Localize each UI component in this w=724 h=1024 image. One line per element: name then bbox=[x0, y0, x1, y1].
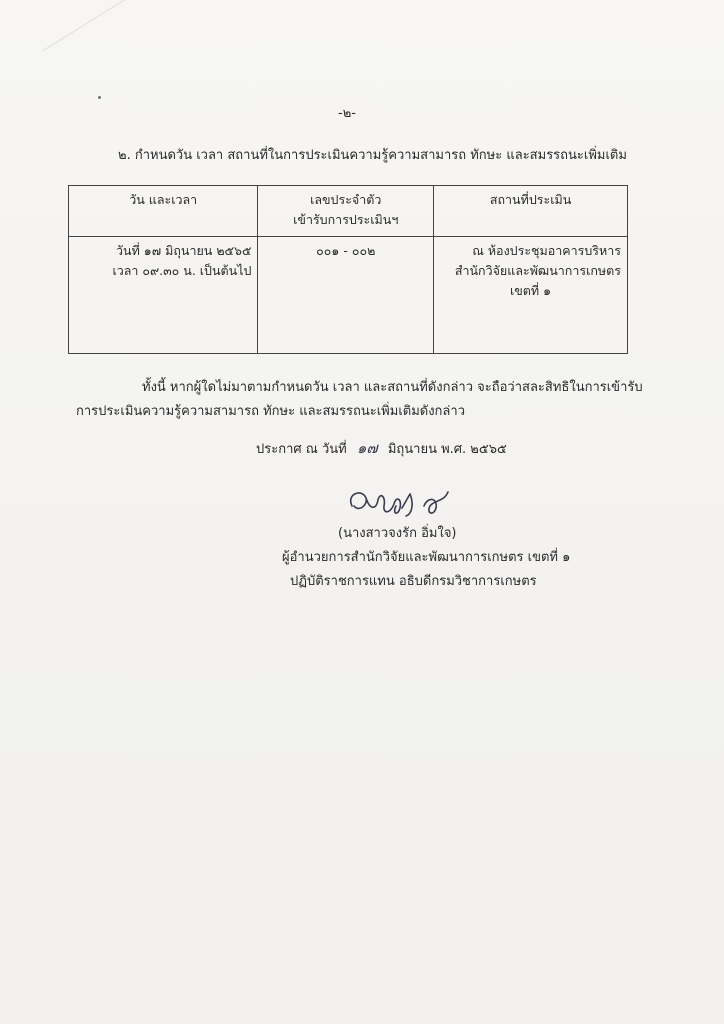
handwritten-signature bbox=[340, 484, 470, 522]
announcement-month-year: มิถุนายน พ.ศ. ๒๕๖๕ bbox=[387, 442, 507, 457]
header-location: สถานที่ประเมิน bbox=[434, 186, 628, 237]
header-date-time: วัน และเวลา bbox=[69, 186, 258, 237]
note-line-2: การประเมินความรู้ความสามารถ ทักษะ และสมรรถนะเพิ่มเติมดังกล่าว bbox=[76, 404, 465, 419]
cell-location: ณ ห้องประชุมอาคารบริหาร สำนักวิจัยและพัฒนาการเกษตร เขตที่ ๑ bbox=[434, 237, 628, 354]
signer-title: ผู้อำนวยการสำนักวิจัยและพัฒนาการเกษตร เขตที่ ๑ bbox=[282, 550, 571, 565]
header-id: เลขประจำตัว เข้ารับการประเมินฯ bbox=[258, 186, 434, 237]
table-row bbox=[69, 237, 628, 354]
scan-speck bbox=[98, 96, 101, 99]
section-heading: ๒. กำหนดวัน เวลา สถานที่ในการประเมินความรู้ความสามารถ ทักษะ และสมรรถนะเพิ่มเติม bbox=[118, 148, 627, 163]
signer-name: (นางสาวจงรัก อิ่มใจ) bbox=[338, 526, 457, 541]
cell-id-range: ๐๐๑ - ๐๐๒ bbox=[258, 237, 434, 354]
signer-acting: ปฏิบัติราชการแทน อธิบดีกรมวิชาการเกษตร bbox=[290, 574, 537, 589]
paper-fold-mark bbox=[10, 0, 136, 52]
handwritten-day: ๑๗ bbox=[356, 439, 378, 457]
page-number: -๒- bbox=[338, 106, 356, 121]
announcement-prefix: ประกาศ ณ วันที่ bbox=[256, 442, 347, 457]
note-line-1: ทั้งนี้ หากผู้ใดไม่มาตามกำหนดวัน เวลา และสถานที่ดังกล่าว จะถือว่าสละสิทธิในการเข้ารับ bbox=[142, 380, 643, 395]
table-header-row bbox=[69, 186, 628, 237]
announcement-date bbox=[256, 436, 507, 460]
note-paragraph bbox=[76, 376, 643, 424]
cell-date-time: วันที่ ๑๗ มิถุนายน ๒๕๖๕ เวลา ๐๙.๓๐ น. เป็นต้นไป bbox=[69, 237, 258, 354]
schedule-table bbox=[68, 185, 628, 354]
